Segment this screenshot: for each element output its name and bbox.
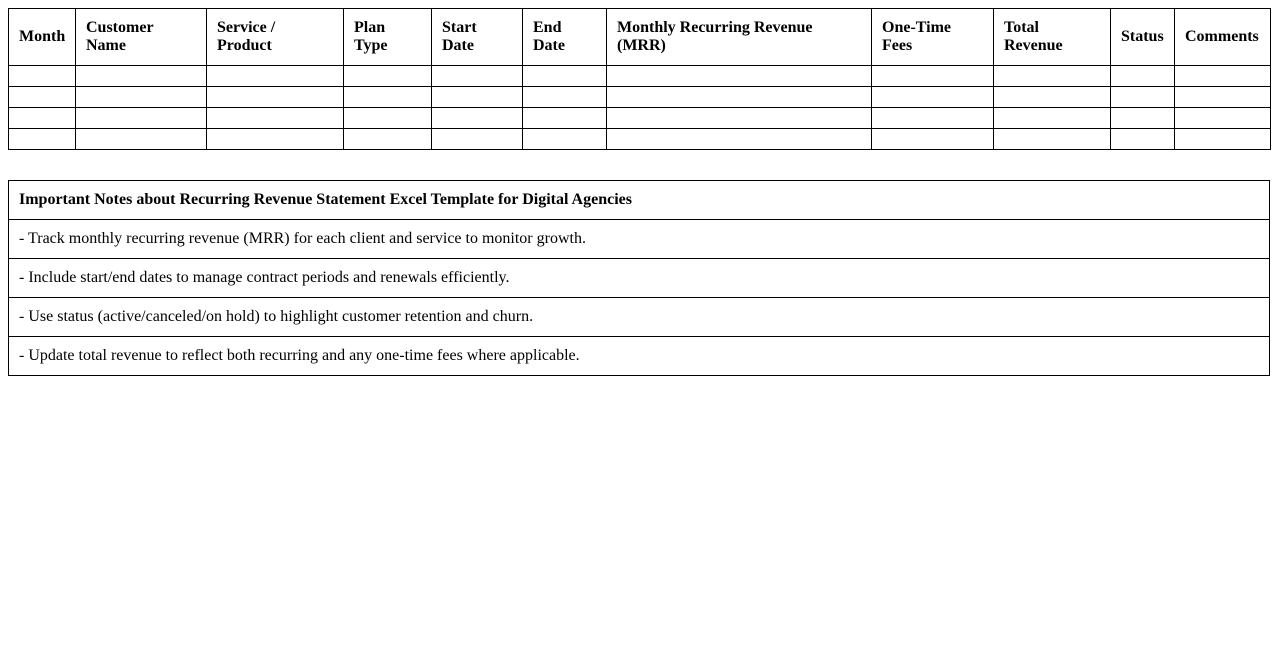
table-cell[interactable] [344,108,432,129]
table-cell[interactable] [432,129,523,150]
header-customer-name: Customer Name [76,9,207,66]
table-cell[interactable] [9,129,76,150]
note-item: - Include start/end dates to manage contract periods and renewals efficiently. [9,259,1270,298]
table-row [9,129,1271,150]
table-cell[interactable] [607,129,872,150]
table-cell[interactable] [994,108,1111,129]
table-cell[interactable] [9,87,76,108]
table-cell[interactable] [432,108,523,129]
table-cell[interactable] [76,108,207,129]
notes-table [8,180,1270,376]
header-row [9,9,1271,66]
table-cell[interactable] [9,108,76,129]
note-row [9,220,1270,259]
table-cell[interactable] [872,87,994,108]
table-row [9,66,1271,87]
table-cell[interactable] [207,129,344,150]
header-end-date: End Date [523,9,607,66]
table-cell[interactable] [523,87,607,108]
table-cell[interactable] [523,129,607,150]
header-start-date: Start Date [432,9,523,66]
table-cell[interactable] [994,129,1111,150]
header-plan-type: Plan Type [344,9,432,66]
notes-title-row [9,181,1270,220]
table-cell[interactable] [1111,129,1175,150]
table-cell[interactable] [872,66,994,87]
table-cell[interactable] [994,66,1111,87]
table-cell[interactable] [1111,87,1175,108]
table-cell[interactable] [1111,108,1175,129]
table-cell[interactable] [1175,66,1271,87]
table-cell[interactable] [76,129,207,150]
table-cell[interactable] [207,87,344,108]
table-cell[interactable] [207,66,344,87]
note-item: - Use status (active/canceled/on hold) to highlight customer retention and churn. [9,298,1270,337]
note-row [9,298,1270,337]
table-cell[interactable] [607,108,872,129]
table-cell[interactable] [344,87,432,108]
revenue-statement-table [8,8,1271,150]
table-cell[interactable] [344,66,432,87]
table-cell[interactable] [872,108,994,129]
note-row [9,259,1270,298]
table-cell[interactable] [1175,108,1271,129]
header-month: Month [9,9,76,66]
note-item: - Update total revenue to reflect both recurring and any one-time fees where applicable. [9,337,1270,376]
table-cell[interactable] [9,66,76,87]
table-cell[interactable] [607,66,872,87]
header-total-revenue: Total Revenue [994,9,1111,66]
header-status: Status [1111,9,1175,66]
table-cell[interactable] [432,87,523,108]
notes-title: Important Notes about Recurring Revenue Statement Excel Template for Digital Agencies [9,181,1270,220]
table-cell[interactable] [344,129,432,150]
table-cell[interactable] [207,108,344,129]
table-cell[interactable] [994,87,1111,108]
table-cell[interactable] [607,87,872,108]
header-service-product: Service / Product [207,9,344,66]
table-row [9,108,1271,129]
table-cell[interactable] [523,108,607,129]
table-cell[interactable] [1111,66,1175,87]
table-cell[interactable] [76,87,207,108]
note-item: - Track monthly recurring revenue (MRR) for each client and service to monitor growth. [9,220,1270,259]
table-cell[interactable] [76,66,207,87]
header-mrr: Monthly Recurring Revenue (MRR) [607,9,872,66]
header-comments: Comments [1175,9,1271,66]
note-row [9,337,1270,376]
table-cell[interactable] [872,129,994,150]
table-cell[interactable] [1175,129,1271,150]
table-cell[interactable] [523,66,607,87]
table-cell[interactable] [1175,87,1271,108]
table-row [9,87,1271,108]
header-one-time-fees: One-Time Fees [872,9,994,66]
table-cell[interactable] [432,66,523,87]
